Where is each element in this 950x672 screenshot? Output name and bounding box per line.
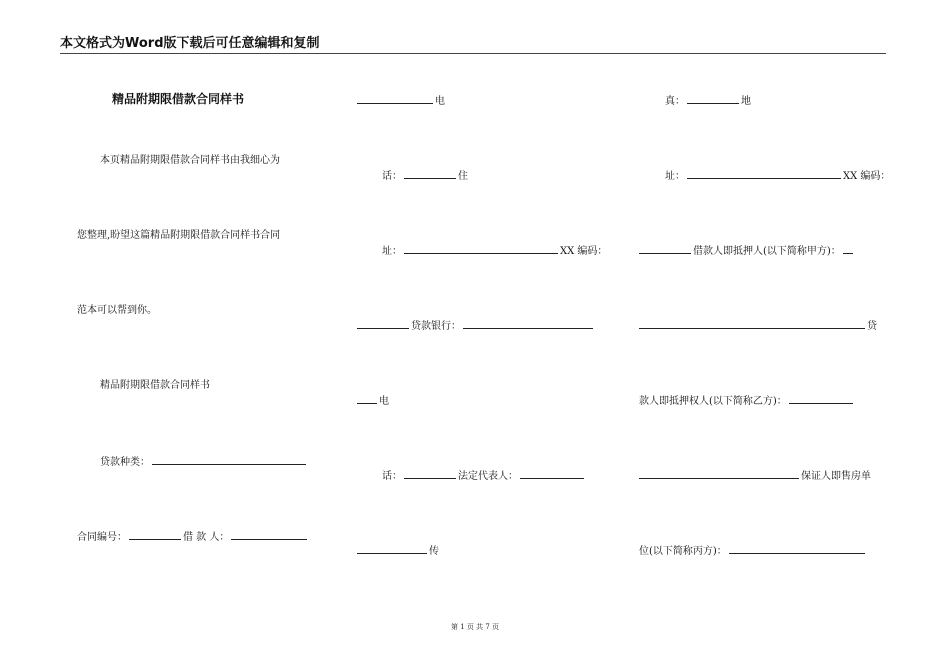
guarantor-label: 保证人即售房单 [801, 471, 871, 482]
guarantor-blank[interactable] [639, 468, 799, 479]
lender-blank[interactable] [639, 318, 865, 329]
fax-address-row [665, 93, 751, 109]
party-b-blank[interactable] [789, 393, 853, 404]
loan-type-row [100, 454, 308, 470]
postcode-label-2: XX 编码： [843, 171, 891, 182]
address-row-1 [382, 243, 607, 259]
tel-label-2: 电 [379, 396, 389, 407]
phone-blank-1[interactable] [404, 168, 456, 179]
phone-blank-2[interactable] [404, 468, 456, 479]
lender-row [639, 318, 877, 334]
address-label-1: 址： [382, 246, 402, 257]
guarantor-row [639, 468, 871, 484]
page-number: 第 1 页 共 7 页 [450, 623, 500, 631]
party-a-blank[interactable] [843, 243, 853, 254]
document-header: 本文格式为Word版下载后可任意编辑和复制 [60, 36, 320, 51]
address-row-2 [665, 168, 890, 184]
bank-blank[interactable] [463, 318, 593, 329]
header-divider [60, 53, 886, 54]
tel-row-1 [357, 93, 445, 109]
address-blank-1[interactable] [404, 243, 558, 254]
contract-title: 精品附期限借款合同样书 [112, 92, 245, 106]
tel-blank-2[interactable] [357, 393, 377, 404]
party-b-label: 款人即抵押权人(以下简称乙方)： [639, 396, 787, 407]
party-c-label: 位(以下简称丙方)： [639, 546, 727, 557]
phone-label-1: 话： [382, 171, 402, 182]
legal-rep-label: 法定代表人： [458, 471, 518, 482]
loan-type-label: 贷款种类： [100, 457, 150, 468]
bank-row [357, 318, 595, 334]
tel-blank-1[interactable] [357, 93, 433, 104]
fax-blank[interactable] [357, 543, 427, 554]
phone-row-2 [382, 468, 586, 484]
postcode-label-1: XX 编码： [560, 246, 608, 257]
phone-label-2: 话： [382, 471, 402, 482]
contract-no-row [77, 529, 309, 545]
party-a-label: 借款人即抵押人(以下简称甲方)： [693, 246, 841, 257]
fax-label: 传 [429, 546, 439, 557]
bank-label: 贷款银行： [411, 321, 461, 332]
address-blank-2[interactable] [687, 168, 841, 179]
fax-blank-2[interactable] [687, 93, 739, 104]
phone-row-1 [382, 168, 468, 184]
tel-row-2 [357, 393, 389, 409]
loan-type-blank[interactable] [152, 454, 306, 465]
party-a-row [639, 243, 855, 259]
residence-label-1: 住 [458, 171, 468, 182]
lender-label: 贷 [867, 321, 877, 332]
intro-line-2: 您整理,盼望这篇精品附期限借款合同样书合同 [77, 230, 281, 241]
fax-row [357, 543, 439, 559]
party-b-row [639, 393, 855, 409]
borrower-label: 借 款 人： [183, 532, 230, 543]
party-c-blank[interactable] [729, 543, 865, 554]
bank-prefix-blank[interactable] [357, 318, 409, 329]
intro-line-3: 范本可以帮到你。 [77, 305, 157, 316]
fax-suffix-label: 真： [665, 96, 685, 107]
intro-line-1: 本页精品附期限借款合同样书由我细心为 [100, 155, 280, 166]
location-label: 地 [741, 96, 751, 107]
legal-rep-blank[interactable] [520, 468, 584, 479]
tel-label-1: 电 [435, 96, 445, 107]
borrower-blank[interactable] [231, 529, 307, 540]
address-label-2: 址： [665, 171, 685, 182]
contract-no-label: 合同编号： [77, 532, 127, 543]
contract-no-blank[interactable] [129, 529, 181, 540]
subtitle: 精品附期限借款合同样书 [100, 380, 210, 391]
party-a-prefix-blank[interactable] [639, 243, 691, 254]
party-c-row [639, 543, 867, 559]
